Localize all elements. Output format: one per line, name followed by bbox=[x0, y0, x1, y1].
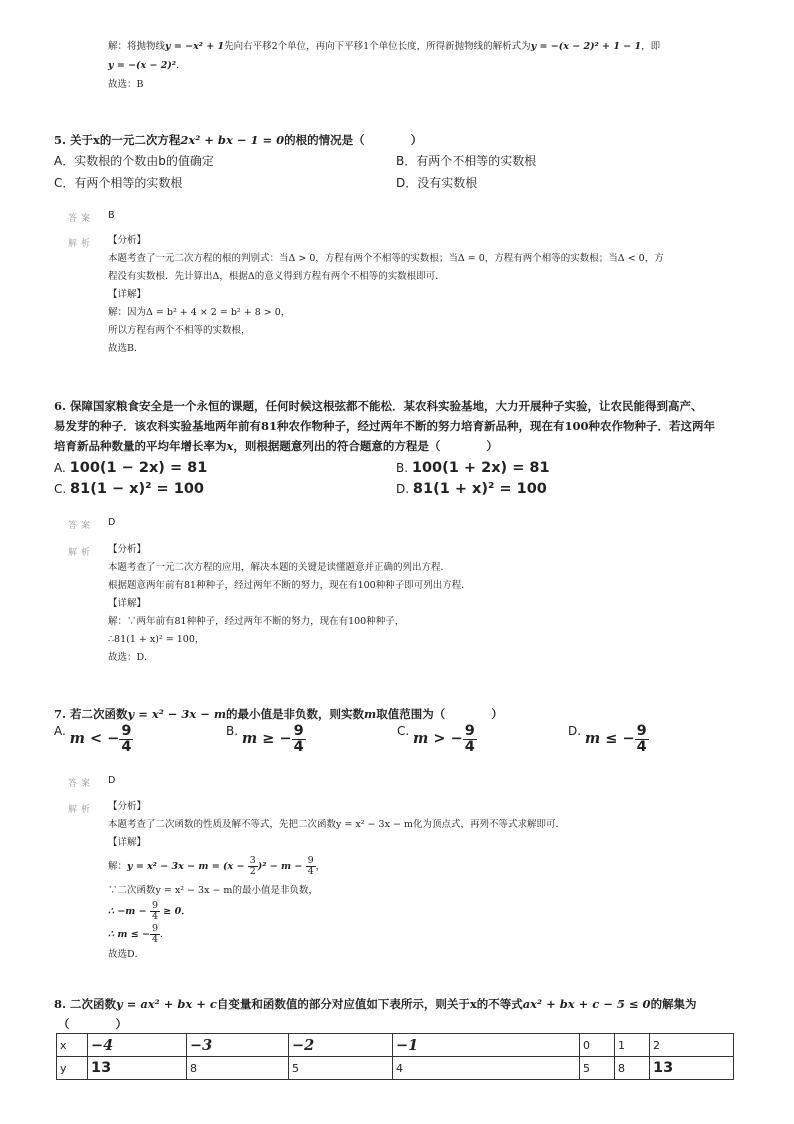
q7-option-c[interactable]: C. m > − $\frac{9}{4}$ bbox=[397, 723, 475, 756]
q6-answer: D bbox=[108, 517, 116, 528]
table-cell: 1 bbox=[615, 1034, 650, 1057]
q6-analysis-label: 解析 bbox=[68, 548, 95, 558]
prev-solution-line1: 解：将抛物线y = −x² + 1先向右平移2个单位，再向下平移1个单位长度，所得新抛物线的解析式为y = −(x − 2)² + 1 − 1，即 bbox=[108, 41, 661, 52]
q5-answer: B bbox=[108, 210, 115, 221]
q5-analysis-label: 解析 bbox=[68, 239, 95, 249]
q7-option-d[interactable]: D. m ≤ − $\frac{9}{4}$ bbox=[568, 723, 647, 756]
table-cell: 8 bbox=[615, 1057, 650, 1080]
q7-analysis: 【分析】 本题考查了二次函数的性质及解不等式，先把二次函数y = x² − 3x − m化为顶点式，再列不等式求解即可． 【详解】 解：y = x² − 3x − m = (x − $\frac{3}{2}$ )² − m − $\frac{9}{4}$ ， ∵二次函数y = x² − 3x − m的最小值是非负数， ∴ −m − $\frac{9}{4}$ ≥ 0． ∴ m ≤ − $\frac{9}{4}$ ． 故选D． bbox=[108, 801, 565, 960]
table-cell: 13 bbox=[650, 1057, 734, 1080]
table-cell: 13 bbox=[88, 1057, 187, 1080]
table-cell: y bbox=[57, 1057, 88, 1080]
q5-analysis: 【分析】 本题考查了一元二次方程的根的判别式：当Δ > 0，方程有两个不相等的实数根；当Δ = 0，方程有两个相等的实数根；当Δ < 0，方 程没有实数根．先计算出Δ，根据Δ的意义得到方程有两个不相等的实数根即可． 【详解】 解：因为Δ = b² + 4 × 2 = b² + 8 > 0， 所以方程有两个不相等的实数根， 故选B． bbox=[108, 235, 664, 354]
table-cell: −3 bbox=[187, 1034, 289, 1057]
table-cell: 2 bbox=[650, 1034, 734, 1057]
q7-stem: 7. 若二次函数y = x² − 3x − m的最小值是非负数，则实数m取值范围为（ ） bbox=[54, 707, 503, 721]
q5-option-c[interactable]: C．有两个相等的实数根 bbox=[54, 176, 183, 190]
q7-answer-label: 答案 bbox=[68, 779, 95, 789]
q7-answer: D bbox=[108, 775, 116, 786]
table-cell: 0 bbox=[580, 1034, 615, 1057]
q5-stem: 5. 关于x的一元二次方程2x² + bx − 1 = 0的根的情况是（ ） bbox=[54, 133, 423, 147]
table-cell: −1 bbox=[393, 1034, 580, 1057]
q5-option-a[interactable]: A．实数根的个数由b的值确定 bbox=[54, 154, 214, 168]
q5-option-b[interactable]: B．有两个不相等的实数根 bbox=[396, 154, 537, 168]
table-cell: 8 bbox=[187, 1057, 289, 1080]
q6-stem-line3: 培育新品种数量的平均年增长率为x，则根据题意列出的符合题意的方程是（ ） bbox=[54, 439, 498, 453]
q6-option-c[interactable]: C. 81(1 − x)² = 100 bbox=[54, 481, 205, 497]
q8-value-table bbox=[56, 1033, 734, 1080]
q6-analysis: 【分析】 本题考查了一元二次方程的应用，解决本题的关键是读懂题意并正确的列出方程． 根据题意两年前有81种种子，经过两年不断的努力，现在有100种种子即可列出方程． 【详解】 解：∵两年前有81种种子，经过两年不断的努力，现在有100种种子， ∴81(1 + x)² = 100， 故选：D． bbox=[108, 544, 471, 663]
q7-option-b[interactable]: B. m ≥ − $\frac{9}{4}$ bbox=[226, 723, 304, 756]
prev-solution-line2: y = −(x − 2)². bbox=[108, 60, 180, 71]
q6-option-d[interactable]: D. 81(1 + x)² = 100 bbox=[396, 481, 547, 497]
prev-choice: 故选：B bbox=[108, 79, 144, 90]
q6-answer-label: 答案 bbox=[68, 521, 95, 531]
q6-option-a[interactable]: A. 100(1 − 2x) = 81 bbox=[54, 460, 208, 476]
table-row bbox=[57, 1057, 734, 1080]
table-cell: 4 bbox=[393, 1057, 580, 1080]
q6-stem-line1: 6. 保障国家粮食安全是一个永恒的课题，任何时候这根弦都不能松．某农科实验基地，大力开展种子实验，让农民能得到高产、 bbox=[54, 399, 703, 413]
table-cell: x bbox=[57, 1034, 88, 1057]
q5-option-d[interactable]: D．没有实数根 bbox=[396, 176, 478, 190]
q8-stem-line2: （ ） bbox=[58, 1017, 127, 1031]
table-cell: 5 bbox=[580, 1057, 615, 1080]
q7-option-a[interactable]: A. m < − $\frac{9}{4}$ bbox=[54, 723, 132, 756]
q8-stem: 8. 二次函数y = ax² + bx + c自变量和函数值的部分对应值如下表所示，则关于x的不等式ax² + bx + c − 5 ≤ 0的解集为 bbox=[54, 997, 697, 1011]
table-cell: −2 bbox=[289, 1034, 393, 1057]
q6-stem-line2: 易发芽的种子．该农科实验基地两年前有81种农作物种子，经过两年不断的努力培育新品种，现在有100种农作物种子．若这两年 bbox=[54, 419, 716, 433]
table-cell: −4 bbox=[88, 1034, 187, 1057]
table-row bbox=[57, 1034, 734, 1057]
q7-analysis-label: 解析 bbox=[68, 805, 95, 815]
q6-option-b[interactable]: B. 100(1 + 2x) = 81 bbox=[396, 460, 550, 476]
table-cell: 5 bbox=[289, 1057, 393, 1080]
q5-answer-label: 答案 bbox=[68, 214, 95, 224]
